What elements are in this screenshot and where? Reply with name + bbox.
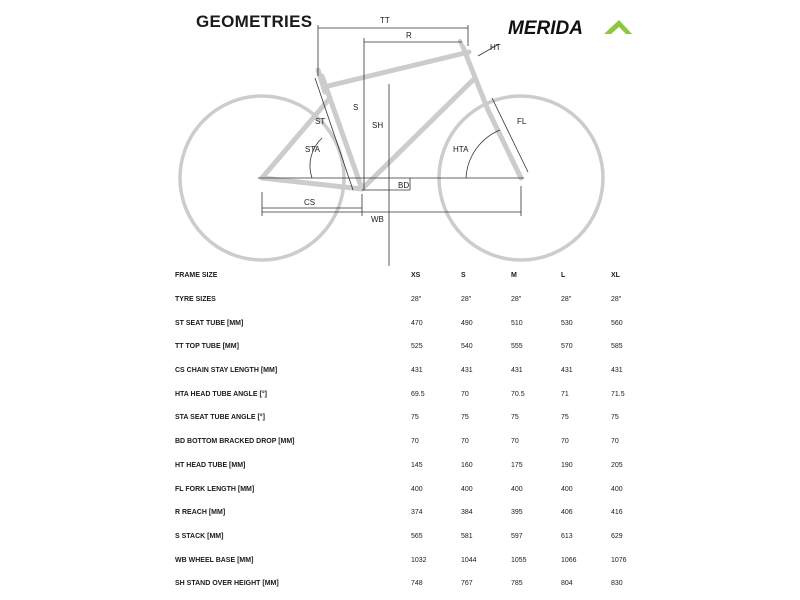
cell-value: 581 (461, 532, 473, 540)
cell-value: 400 (561, 485, 573, 493)
cell-value: 555 (511, 343, 523, 351)
cell-value: 431 (461, 367, 473, 375)
cell-value: 431 (561, 367, 573, 375)
label-hta: HTA (453, 145, 469, 154)
cell-value: 400 (411, 485, 423, 493)
cell-value: 75 (561, 414, 569, 422)
cell-value: 1076 (611, 556, 627, 564)
table-row (175, 335, 660, 359)
top-tube (328, 52, 469, 86)
row-label: SH STAND OVER HEIGHT [MM] (175, 580, 279, 588)
page-title: GEOMETRIES (196, 12, 313, 31)
dimension-lines (258, 25, 528, 266)
cell-value: 28" (411, 296, 422, 304)
table-row (175, 311, 660, 335)
table-row (175, 525, 660, 549)
table-row (175, 572, 660, 596)
table-row (175, 288, 660, 312)
cell-value: 565 (411, 532, 423, 540)
cell-value: 400 (461, 485, 473, 493)
row-label: FL FORK LENGTH [MM] (175, 485, 255, 493)
cell-value: 190 (561, 461, 573, 469)
down-tube (362, 78, 475, 189)
cell-value: 28" (611, 296, 622, 304)
cell-value: 70.5 (511, 390, 525, 398)
table-row (175, 454, 660, 478)
cell-value: 70 (461, 438, 469, 446)
cell-value: 70 (411, 438, 419, 446)
label-ht: HT (490, 43, 501, 52)
table-header-row (175, 264, 660, 288)
label-st: ST (315, 117, 326, 126)
label-fl: FL (517, 117, 527, 126)
row-label: STA SEAT TUBE ANGLE [°] (175, 414, 265, 422)
cell-value: 70 (461, 390, 469, 398)
cell-value: 75 (461, 414, 469, 422)
cell-value: 525 (411, 343, 423, 351)
cell-value: 431 (511, 367, 523, 375)
cell-value: 69.5 (411, 390, 425, 398)
head-tube (463, 47, 488, 110)
cell-value: 613 (561, 532, 573, 540)
cell-value: 570 (561, 343, 573, 351)
size-xs: XS (411, 272, 421, 280)
cell-value: 629 (611, 532, 623, 540)
cell-value: 28" (561, 296, 572, 304)
size-header: FRAME SIZE (175, 272, 218, 280)
table-row (175, 501, 660, 525)
cell-value: 28" (511, 296, 522, 304)
table-row (175, 406, 660, 430)
cell-value: 530 (561, 319, 573, 327)
chain-stay (262, 178, 362, 189)
cell-value: 490 (461, 319, 473, 327)
cell-value: 28" (461, 296, 472, 304)
row-label: HTA HEAD TUBE ANGLE [°] (175, 390, 267, 398)
label-s: S (353, 103, 359, 112)
cell-value: 830 (611, 580, 623, 588)
label-sh: SH (372, 121, 384, 130)
geometry-table (175, 264, 660, 596)
cell-value: 75 (411, 414, 419, 422)
cell-value: 1055 (511, 556, 527, 564)
cell-value: 540 (461, 343, 473, 351)
seat-stay (262, 98, 330, 178)
row-label: BD BOTTOM BRACKED DROP [MM] (175, 438, 295, 446)
bike-frame (180, 41, 603, 260)
cell-value: 75 (611, 414, 619, 422)
row-label: TT TOP TUBE [MM] (175, 343, 239, 351)
cell-value: 71.5 (611, 390, 625, 398)
cell-value: 75 (511, 414, 519, 422)
cell-value: 470 (411, 319, 423, 327)
cell-value: 384 (461, 509, 473, 517)
cell-value: 70 (561, 438, 569, 446)
geometry-diagram (0, 0, 800, 270)
seat-tube (322, 76, 362, 189)
row-label: ST SEAT TUBE [MM] (175, 319, 244, 327)
row-label: WB WHEEL BASE [MM] (175, 556, 254, 564)
brand-name: MERIDA (508, 18, 583, 39)
label-tt: TT (380, 16, 390, 25)
row-label: HT HEAD TUBE [MM] (175, 461, 246, 469)
table-row (175, 477, 660, 501)
cell-value: 431 (611, 367, 623, 375)
cell-value: 395 (511, 509, 523, 517)
label-sta: STA (305, 145, 320, 154)
cell-value: 400 (511, 485, 523, 493)
cell-value: 71 (561, 390, 569, 398)
row-label: S STACK [MM] (175, 532, 224, 540)
cell-value: 560 (611, 319, 623, 327)
row-label: TYRE SIZES (175, 296, 216, 304)
cell-value: 585 (611, 343, 623, 351)
table-row (175, 359, 660, 383)
row-label: R REACH [MM] (175, 509, 226, 517)
cell-value: 1032 (411, 556, 427, 564)
row-label: CS CHAIN STAY LENGTH [MM] (175, 367, 278, 375)
size-xl: XL (611, 272, 620, 280)
cell-value: 175 (511, 461, 523, 469)
cell-value: 510 (511, 319, 523, 327)
cell-value: 597 (511, 532, 523, 540)
cell-value: 205 (611, 461, 623, 469)
label-bd: BD (398, 181, 410, 190)
cell-value: 374 (411, 509, 423, 517)
size-s: S (461, 272, 466, 280)
cell-value: 785 (511, 580, 523, 588)
size-m: M (511, 272, 517, 280)
cell-value: 1044 (461, 556, 477, 564)
size-l: L (561, 272, 566, 280)
cell-value: 145 (411, 461, 423, 469)
table-row (175, 430, 660, 454)
label-wb: WB (371, 215, 384, 224)
table-row (175, 382, 660, 406)
cell-value: 431 (411, 367, 423, 375)
cell-value: 748 (411, 580, 423, 588)
cell-value: 400 (611, 485, 623, 493)
cell-value: 416 (611, 509, 623, 517)
cell-value: 1066 (561, 556, 577, 564)
cell-value: 70 (511, 438, 519, 446)
cell-value: 70 (611, 438, 619, 446)
label-cs: CS (304, 198, 316, 207)
cell-value: 406 (561, 509, 573, 517)
cell-value: 767 (461, 580, 473, 588)
label-r: R (406, 31, 412, 40)
cell-value: 804 (561, 580, 573, 588)
table-row (175, 548, 660, 572)
cell-value: 160 (461, 461, 473, 469)
